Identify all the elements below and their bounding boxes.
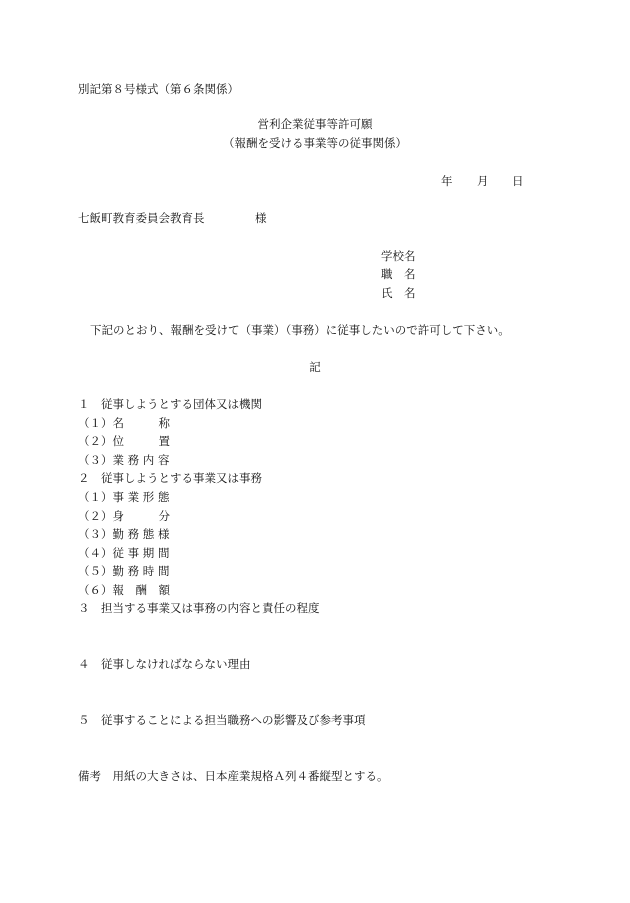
item-1-heading: １ 従事しようとする団体又は機関 — [78, 397, 262, 411]
form-number: 別記第８号様式（第６条関係） — [78, 82, 239, 96]
date-day-label: 日 — [512, 174, 524, 188]
item-1-2: （２）位 置 — [78, 434, 170, 448]
item-1-3: （３）業 務 内 容 — [78, 453, 170, 467]
item-5-heading: ５ 従事することによる担当職務への影響及び参考事項 — [78, 713, 366, 727]
item-2-1: （１）事 業 形 態 — [78, 490, 170, 504]
remarks-note: 備考 用紙の大きさは、日本産業規格Ａ列４番縦型とする。 — [78, 769, 389, 783]
item-2-4: （４）従 事 期 間 — [78, 546, 170, 560]
item-2-6: （６）報 酬 額 — [78, 583, 170, 597]
job-title-label: 職 名 — [381, 267, 416, 281]
addressee-name: 七飯町教育委員会教育長 — [78, 211, 205, 225]
item-2-3: （３）勤 務 態 様 — [78, 527, 170, 541]
item-4-heading: ４ 従事しなければならない理由 — [78, 657, 251, 671]
school-name-label: 学校名 — [381, 249, 416, 263]
document-title: 営利企業従事等許可願 — [257, 117, 373, 131]
item-2-5: （５）勤 務 時 間 — [78, 564, 170, 578]
applicant-name-label: 氏 名 — [381, 286, 416, 300]
request-statement: 下記のとおり、報酬を受けて（事業）（事務）に従事したいので許可して下さい。 — [90, 323, 510, 337]
item-3-heading: ３ 担当する事業又は事務の内容と責任の程度 — [78, 601, 320, 615]
addressee-honorific: 様 — [255, 211, 267, 225]
document-subtitle: （報酬を受ける事業等の従事関係） — [223, 136, 407, 150]
ki-heading: 記 — [309, 360, 321, 374]
item-2-heading: ２ 従事しようとする事業又は事務 — [78, 471, 262, 485]
item-2-2: （２）身 分 — [78, 509, 170, 523]
date-year-label: 年 — [441, 174, 453, 188]
date-month-label: 月 — [477, 174, 489, 188]
item-1-1: （１）名 称 — [78, 416, 170, 430]
